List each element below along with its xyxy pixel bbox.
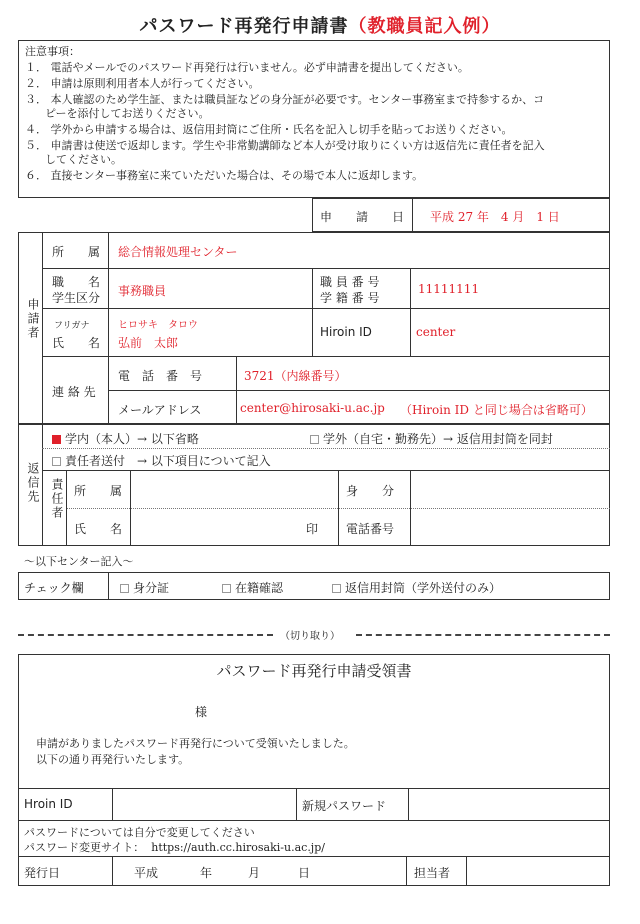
furigana-label: フリガナ bbox=[54, 321, 90, 331]
student-category-label: 学生区分 bbox=[52, 291, 101, 305]
checkbox-icon bbox=[310, 435, 319, 444]
note-item: ピーを添付してお送りください。 bbox=[45, 107, 210, 120]
change-site-row bbox=[24, 839, 325, 855]
phone-label: 電 話 番 号 bbox=[118, 369, 203, 383]
note-item: ４． 学外から申請する場合は、返信用封筒にご住所・氏名を記入し切手を貼ってお送りください。 bbox=[25, 123, 513, 136]
receipt-hiroin-id-label: Hroin ID bbox=[24, 797, 73, 811]
note-item: ５． 申請書は使送で返却します。学生や非常勤講師など本人が受け取りにくい方は返信先に責任者を記入 bbox=[25, 139, 545, 152]
seal-label: 印 bbox=[306, 522, 319, 536]
email-note: （Hiroin ID と同じ場合は省略可） bbox=[400, 403, 593, 417]
check-return-envelope[interactable]: 返信用封筒（学外送付のみ） bbox=[332, 579, 501, 596]
supervisor-name-label: 氏 名 bbox=[74, 522, 123, 536]
option-internal[interactable]: 学内（本人）→ 以下省略 bbox=[52, 430, 199, 447]
id-number-value[interactable]: 11111111 bbox=[418, 282, 480, 296]
change-site-label: パスワード変更サイト： bbox=[24, 841, 145, 854]
title-main: パスワード再発行申請書 bbox=[139, 16, 349, 37]
applicant-section-label: 申請者 bbox=[26, 298, 40, 340]
supervisor-label: 責任者 bbox=[50, 478, 64, 520]
phone-value[interactable]: 3721（内線番号） bbox=[244, 369, 347, 383]
option-supervisor[interactable]: 責任者送付 → 以下項目について記入 bbox=[52, 452, 271, 469]
application-date-value[interactable]: 平成 27 年 4 月 1 日 bbox=[430, 210, 560, 224]
applicant-section bbox=[18, 232, 610, 424]
check-column-label: チェック欄 bbox=[24, 581, 84, 595]
note-item: ６． 直接センター事務室に来ていただいた場合は、その場で本人に返却します。 bbox=[25, 169, 424, 182]
student-number-label: 学 籍 番 号 bbox=[320, 291, 380, 305]
notes-box bbox=[18, 40, 610, 198]
title-example: （教職員記入例） bbox=[348, 16, 501, 37]
checkbox-checked-icon bbox=[52, 435, 61, 444]
page-title bbox=[0, 12, 640, 38]
change-site-link[interactable]: https://auth.cc.hirosaki-u.ac.jp/ bbox=[151, 841, 325, 854]
cut-line-left bbox=[18, 634, 273, 636]
affiliation-label: 所 属 bbox=[52, 245, 101, 259]
issue-year-label: 年 bbox=[200, 866, 213, 880]
note-item: ３． 本人確認のため学生証、または職員証などの身分証が必要です。センター事務室まで持参するか、コ bbox=[25, 93, 545, 106]
checkbox-icon bbox=[332, 584, 341, 593]
change-password-note: パスワードについては自分で変更してください bbox=[24, 826, 255, 839]
reply-section-label: 返信先 bbox=[26, 462, 40, 504]
issue-month-label: 月 bbox=[248, 866, 261, 880]
check-id-card[interactable]: 身分証 bbox=[120, 579, 169, 596]
hiroin-id-label: Hiroin ID bbox=[320, 325, 372, 339]
checkbox-icon bbox=[222, 584, 231, 593]
issue-day-label: 日 bbox=[298, 866, 311, 880]
issue-date-label: 発行日 bbox=[24, 866, 61, 880]
hiroin-id-value[interactable]: center bbox=[416, 325, 456, 339]
receipt-message: 申請がありましたパスワード再発行について受領いたしました。 bbox=[36, 737, 355, 750]
name-value[interactable]: 弘前 太郎 bbox=[118, 336, 179, 350]
staff-label: 担当者 bbox=[414, 866, 451, 880]
name-label: 氏 名 bbox=[52, 336, 101, 350]
staff-number-label: 職 員 番 号 bbox=[320, 275, 380, 289]
cut-line-right bbox=[356, 634, 610, 636]
cut-label: （切り取り） bbox=[280, 631, 340, 642]
email-value[interactable]: center@hirosaki-u.ac.jp bbox=[240, 401, 385, 415]
check-row bbox=[18, 572, 610, 600]
receipt-recipient-suffix: 様 bbox=[195, 705, 208, 719]
checkbox-icon bbox=[120, 584, 129, 593]
note-item: ２． 申請は原則利用者本人が行ってください。 bbox=[25, 77, 260, 90]
note-item: してください。 bbox=[45, 153, 122, 166]
receipt-message-2: 以下の通り再発行いたします。 bbox=[36, 753, 190, 766]
supervisor-affiliation-label: 所 属 bbox=[74, 484, 123, 498]
furigana-value[interactable]: ヒロサキ タロウ bbox=[118, 320, 198, 331]
note-item: １． 電話やメールでのパスワード再発行は行いません。必ず申請書を提出してください。 bbox=[25, 61, 469, 74]
email-label: メールアドレス bbox=[118, 403, 202, 417]
receipt-title: パスワード再発行申請受領書 bbox=[216, 662, 412, 680]
notes-heading: 注意事項： bbox=[25, 45, 80, 58]
new-password-label: 新規パスワード bbox=[302, 799, 387, 813]
option-external[interactable]: 学外（自宅・勤務先）→ 返信用封筒を同封 bbox=[310, 430, 553, 447]
supervisor-phone-label: 電話番号 bbox=[346, 522, 395, 536]
affiliation-value[interactable]: 総合情報処理センター bbox=[118, 245, 238, 259]
supervisor-status-label: 身 分 bbox=[346, 484, 395, 498]
center-use-heading: ～以下センター記入～ bbox=[24, 555, 134, 568]
contact-label: 連 絡 先 bbox=[52, 385, 96, 399]
application-date-label: 申 請 日 bbox=[320, 210, 405, 224]
post-label: 職 名 bbox=[52, 275, 101, 289]
check-enrollment[interactable]: 在籍確認 bbox=[222, 579, 283, 596]
issue-era: 平成 bbox=[134, 866, 159, 880]
post-value[interactable]: 事務職員 bbox=[118, 284, 167, 298]
checkbox-icon bbox=[52, 457, 61, 466]
